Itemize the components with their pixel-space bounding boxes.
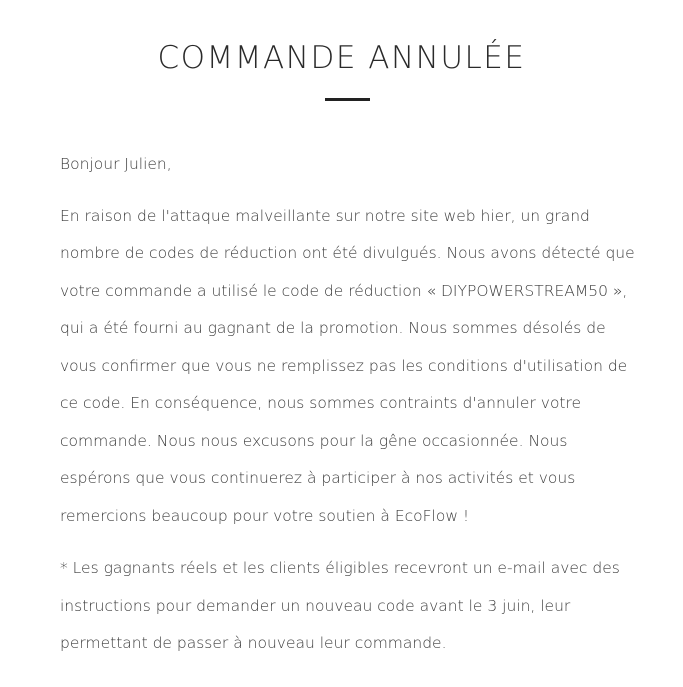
email-content xyxy=(60,146,640,663)
greeting-text: Bonjour Julien, xyxy=(60,155,172,173)
note-paragraph: * Les gagnants réels et les clients éligibles recevront un e-mail avec des instructions pour demander un nouveau code avant le 3 juin, leur permettant de passer à nouveau leur commande. xyxy=(60,559,620,652)
title-divider xyxy=(325,98,370,101)
email-title: COMMANDE ANNULÉE xyxy=(157,40,526,76)
body-paragraph: En raison de l'attaque malveillante sur notre site web hier, un grand nombre de codes de réduction ont été divulgués. Nous avons détecté que votre commande a utilisé le code de réduction « DIYPOWERSTREAM50 », qui a été fourni au gagnant de la promotion. Nous sommes désolés de vous confirmer que vous ne remplissez pas les conditions d'utilisation de ce code. En conséquence, nous sommes contraints d'annuler votre commande. Nous nous excusons pour la gêne occasionnée. Nous espérons que vous continuerez à participer à nos activités et vous remercions beaucoup pour votre soutien à EcoFlow ! xyxy=(60,206,635,525)
